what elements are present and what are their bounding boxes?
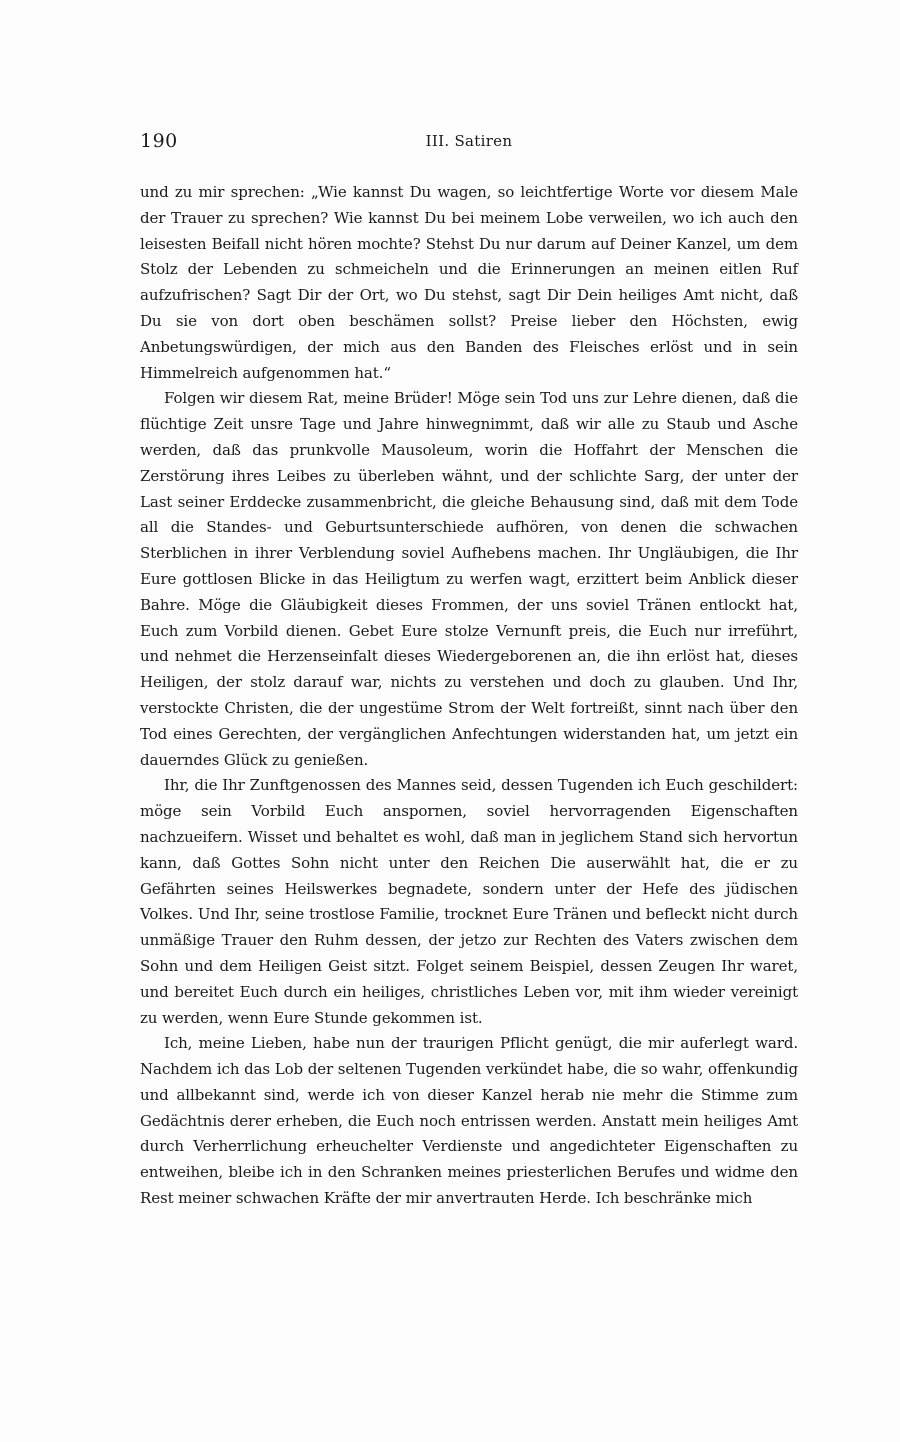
body-text (140, 180, 798, 1212)
paragraph: Ich, meine Lieben, habe nun der traurigen Pflicht genügt, die mir auferlegt ward. Nachdem ich das Lob der seltenen Tugenden verkündet habe, die so wahr, offenkundig und allbekannt sind, werde ich von dieser Kanzel herab nie mehr die Stimme zum Gedächtnis derer erheben, die Euch noch entrissen werden. Anstatt mein heiliges Amt durch Verherrlichung erheuchelter Verdienste und angedichteter Eigenschaften zu entweihen, bleibe ich in den Schranken meines priesterlichen Berufes und widme den Rest meiner schwachen Kräfte der mir anvertrauten Herde. Ich beschränke mich (140, 1034, 798, 1208)
running-head: III. Satiren (425, 132, 513, 150)
paragraph-continuation: und zu mir sprechen: „Wie kannst Du wagen, so leichtfertige Worte vor diesem Male der Trauer zu sprechen? Wie kannst Du bei meinem Lobe verweilen, wo ich auch den leisesten Beifall nicht hören mochte? Stehst Du nur darum auf Deiner Kanzel, um dem Stolz der Lebenden zu schmeicheln und die Erinnerungen an meinen eitlen Ruf aufzufrischen? Sagt Dir der Ort, wo Du stehst, sagt Dir Dein heiliges Amt nicht, daß Du sie von dort oben beschämen sollst? Preise lieber den Höchsten, ewig Anbetungswürdigen, der mich aus den Banden des Fleisches erlöst und in sein Himmelreich aufgenommen hat.“ (140, 183, 798, 382)
paragraph: Ihr, die Ihr Zunftgenossen des Mannes seid, dessen Tugenden ich Euch geschildert: möge sein Vorbild Euch anspornen, soviel hervorragenden Eigenschaften nachzueifern. Wisset und behaltet es wohl, daß man in jeglichem Stand sich hervortun kann, daß Gottes Sohn nicht unter den Reichen Die auserwählt hat, die er zu Gefährten seines Heilswerkes begnadete, sondern unter der Hefe des jüdischen Volkes. Und Ihr, seine trostlose Familie, trocknet Eure Tränen und befleckt nicht durch unmäßige Trauer den Ruhm dessen, der jetzo zur Rechten des Vaters zwischen dem Sohn und dem Heiligen Geist sitzt. Folget seinem Beispiel, dessen Zeugen Ihr waret, und bereitet Euch durch ein heiliges, christliches Leben vor, mit ihm wieder vereinigt zu werden, wenn Eure Stunde gekommen ist. (140, 776, 798, 1027)
page-number: 190 (140, 130, 178, 152)
paragraph: Folgen wir diesem Rat, meine Brüder! Möge sein Tod uns zur Lehre dienen, daß die flüchtige Zeit unsre Tage und Jahre hinwegnimmt, daß wir alle zu Staub und Asche werden, daß das prunkvolle Mausoleum, worin die Hoffahrt der Menschen die Zerstörung ihres Leibes zu überleben wähnt, und der schlichte Sarg, der unter der Last seiner Erddecke zusammenbricht, die gleiche Behausung sind, daß mit dem Tode all die Standes- und Geburtsunterschiede aufhören, von denen die schwachen Sterblichen in ihrer Verblendung soviel Aufhebens machen. Ihr Ungläubigen, die Ihr Eure gottlosen Blicke in das Heiligtum zu werfen wagt, erzittert beim Anblick dieser Bahre. Möge die Gläubigkeit dieses Frommen, der uns soviel Tränen entlockt hat, Euch zum Vorbild dienen. Gebet Eure stolze Vernunft preis, die Euch nur irreführt, und nehmet die Herzenseinfalt dieses Wiedergeborenen an, die ihn erlöst hat, dieses Heiligen, der stolz darauf war, nichts zu verstehen und doch zu glauben. Und Ihr, verstockte Christen, die der ungestüme Strom der Welt fortreißt, sinnt nach über den Tod eines Gerechten, der vergänglichen Anfechtungen widerstanden hat, um jetzt ein dauerndes Glück zu genießen. (140, 389, 798, 769)
page-header (140, 130, 798, 160)
